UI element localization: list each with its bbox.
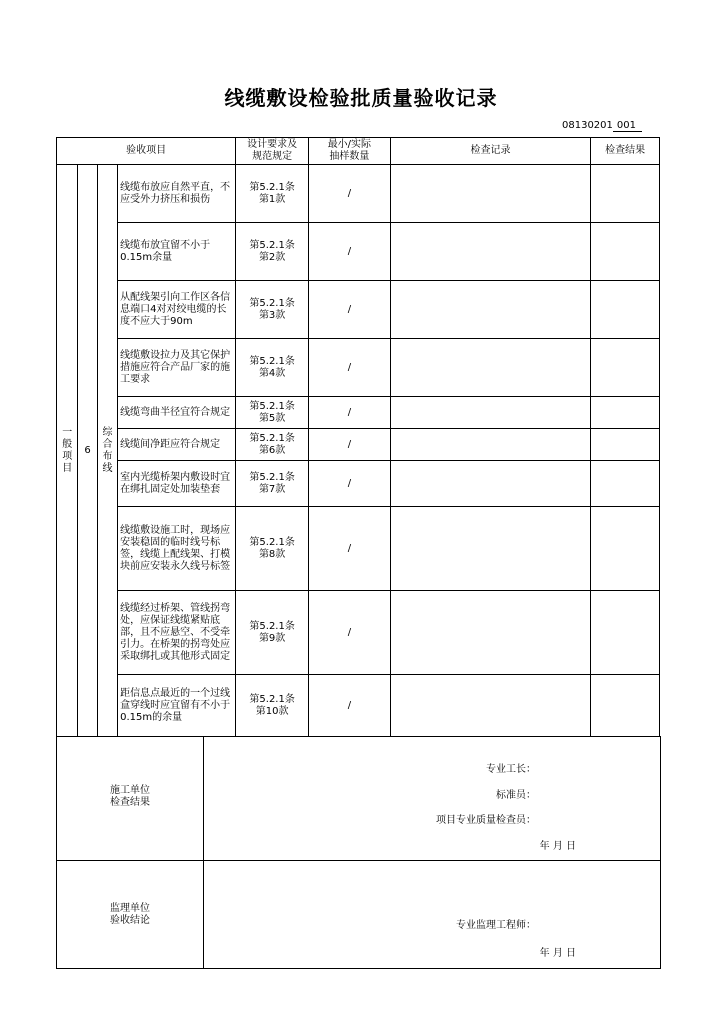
item-sample-ratio: / [309,339,391,397]
item-result[interactable] [591,591,660,675]
construction-label-line1: 施工单位 [110,785,150,796]
table-row [57,339,660,397]
construction-label-line2: 检查结果 [110,797,150,808]
item-standard [236,675,309,737]
construction-unit-label [57,737,204,861]
item-sample-ratio: / [309,397,391,429]
item-standard-sub: 第3款 [258,309,286,321]
item-standard-clause: 第5.2.1条 [249,620,295,632]
item-sample-ratio: / [309,165,391,223]
item-standard-clause: 第5.2.1条 [249,432,295,444]
record-code [562,120,642,132]
item-standard [236,281,309,339]
table-row [57,675,660,737]
table-row [57,397,660,429]
inspector-label: 项目专业质量检查员： [436,815,536,826]
engineer-label: 专业监理工程师： [456,920,536,931]
item-standard [236,223,309,281]
item-sample-ratio: / [309,461,391,507]
supervision-label-line1: 监理单位 [110,903,150,914]
item-record[interactable] [390,675,591,737]
item-sample-ratio: / [309,507,391,591]
item-standard-sub: 第9款 [258,632,286,644]
item-standard-sub: 第10款 [255,705,289,717]
category-group-cell [57,165,78,737]
item-record[interactable] [390,165,591,223]
table-row [57,429,660,461]
item-standard-sub: 第7款 [258,483,286,495]
item-standard-sub: 第4款 [258,367,286,379]
header-record: 检查记录 [390,138,591,165]
category-group-char: 般 [62,438,73,450]
item-text: 距信息点最近的一个过线盒穿线时应宜留有不小于0.15m的余量 [118,675,236,737]
supervision-row [57,861,661,969]
category-group-char: 项 [62,450,73,462]
table-row [57,507,660,591]
code-number: 001 [613,120,642,132]
item-text: 线缆间净距应符合规定 [118,429,236,461]
item-standard [236,429,309,461]
item-record[interactable] [390,429,591,461]
item-record[interactable] [390,507,591,591]
item-standard-clause: 第5.2.1条 [249,297,295,309]
item-standard [236,339,309,397]
signature-table [56,736,661,969]
item-sample-ratio: / [309,591,391,675]
category-name-char: 合 [102,438,113,450]
header-design-req [236,138,309,165]
category-name-char: 布 [102,450,113,462]
supervision-date: 年 月 日 [539,948,576,959]
item-result[interactable] [591,339,660,397]
item-standard [236,591,309,675]
item-standard-sub: 第5款 [258,412,286,424]
construction-sign-area [204,737,661,861]
item-standard-clause: 第5.2.1条 [249,536,295,548]
item-sample-ratio: / [309,281,391,339]
item-standard-clause: 第5.2.1条 [249,355,295,367]
item-standard-clause: 第5.2.1条 [249,471,295,483]
page-title: 线缆敷设检验批质量验收记录 [224,86,498,110]
item-result[interactable] [591,223,660,281]
category-index: 6 [78,165,97,737]
item-sample-ratio: / [309,223,391,281]
item-record[interactable] [390,281,591,339]
item-standard [236,165,309,223]
category-name-cell [97,165,117,737]
item-record[interactable] [390,339,591,397]
item-result[interactable] [591,507,660,591]
header-item: 验收项目 [57,138,236,165]
supervision-label-line2: 验收结论 [110,915,150,926]
item-sample-ratio: / [309,675,391,737]
code-prefix: 08130201 [562,120,613,131]
item-text: 线缆敷设拉力及其它保护措施应符合产品厂家的施工要求 [118,339,236,397]
table-row [57,461,660,507]
item-sample-ratio: / [309,429,391,461]
item-text: 线缆布放宜留不小于0.15m余量 [118,223,236,281]
header-row [57,138,660,165]
item-result[interactable] [591,675,660,737]
construction-date: 年 月 日 [539,841,576,852]
item-text: 线缆弯曲半径宜符合规定 [118,397,236,429]
item-result[interactable] [591,165,660,223]
header-result: 检查结果 [591,138,660,165]
item-record[interactable] [390,591,591,675]
item-standard [236,507,309,591]
supervision-unit-label [57,861,204,969]
item-record[interactable] [390,461,591,507]
item-text: 线缆布放应自然平直，不应受外力挤压和损伤 [118,165,236,223]
item-standard-sub: 第2款 [258,251,286,263]
item-result[interactable] [591,429,660,461]
item-result[interactable] [591,281,660,339]
item-result[interactable] [591,397,660,429]
item-standard-sub: 第6款 [258,444,286,456]
item-record[interactable] [390,397,591,429]
table-row [57,281,660,339]
item-text: 线缆经过桥架、管线拐弯处，应保证线缆紧贴底部，且不应悬空、不受牵引力。在桥架的拐弯处应采取绑扎或其他形式固定 [118,591,236,675]
item-standard [236,461,309,507]
item-standard-clause: 第5.2.1条 [249,693,295,705]
foreman-label: 专业工长： [486,764,536,775]
item-standard-clause: 第5.2.1条 [249,400,295,412]
item-standard-clause: 第5.2.1条 [249,239,295,251]
item-text: 室内光缆桥架内敷设时宜在绑扎固定处加装垫套 [118,461,236,507]
category-group-char: 一 [62,426,73,438]
item-standard-sub: 第8款 [258,548,286,560]
header-design-req-line1: 设计要求及 [247,139,298,150]
table-row [57,223,660,281]
item-standard [236,397,309,429]
supervision-sign-area [204,861,661,969]
header-sample-line2: 抽样数量 [329,151,370,162]
item-text: 线缆敷设施工时，现场应安装稳固的临时线号标签，线缆上配线架、打模块前应安装永久线号标签 [118,507,236,591]
item-standard-clause: 第5.2.1条 [249,181,295,193]
header-design-req-line2: 规范规定 [252,151,293,162]
reporter-label: 标准员： [496,790,536,801]
header-sample [309,138,391,165]
inspection-table [56,137,660,737]
item-record[interactable] [390,223,591,281]
table-row [57,165,660,223]
category-name-char: 线 [102,462,113,474]
header-sample-line1: 最小/实际 [327,139,372,150]
category-group-char: 目 [62,462,73,474]
category-name-char: 综 [102,426,113,438]
construction-row [57,737,661,861]
item-standard-sub: 第1款 [258,193,286,205]
item-result[interactable] [591,461,660,507]
item-text: 从配线架引向工作区各信息端口4对对绞电缆的长度不应大于90m [118,281,236,339]
table-row [57,591,660,675]
